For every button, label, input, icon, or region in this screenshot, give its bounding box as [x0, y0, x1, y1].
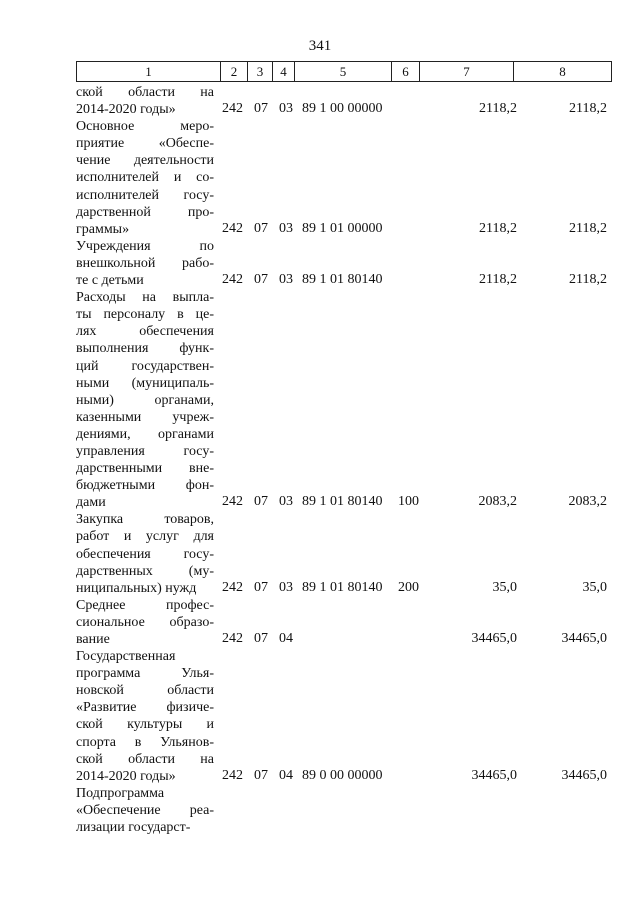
- description-line: 2014-2020 годы»: [76, 102, 176, 118]
- amount-cell: 2118,2: [569, 101, 607, 117]
- code-cell: 242: [222, 494, 243, 510]
- description-line: внешкольной рабо-: [76, 255, 214, 271]
- row-description: [76, 289, 214, 511]
- column-header: 4: [273, 62, 295, 82]
- description-line: ты персоналу в це-: [76, 307, 214, 323]
- amount-cell: 2118,2: [479, 101, 517, 117]
- amount-cell: 34465,0: [471, 631, 517, 647]
- target-article-cell: 89 1 00 00000: [302, 101, 383, 117]
- subsection-cell: 03: [279, 579, 293, 595]
- section-cell: 07: [254, 220, 268, 236]
- description-line: ской области на: [76, 751, 214, 767]
- description-line: приятие «Обеспе-: [76, 136, 214, 152]
- code-cell: 242: [222, 101, 243, 117]
- description-line: лях обеспечения: [76, 324, 214, 340]
- description-line: бюджетными фон-: [76, 478, 214, 494]
- section-cell: 07: [254, 767, 268, 783]
- table-row: [76, 238, 636, 289]
- amount-cell: 2118,2: [569, 220, 607, 236]
- section-cell: 07: [254, 101, 268, 117]
- row-description: [76, 648, 214, 785]
- code-cell: 242: [222, 767, 243, 783]
- target-article-cell: 89 1 01 80140: [302, 494, 383, 510]
- row-values: [76, 493, 636, 511]
- description-line: ской культуры и: [76, 717, 214, 733]
- target-article-cell: 89 1 01 80140: [302, 272, 383, 288]
- description-line: Среднее профес-: [76, 597, 214, 613]
- description-line: сиональное образо-: [76, 614, 214, 630]
- column-header: 3: [248, 62, 273, 82]
- code-cell: 242: [222, 272, 243, 288]
- amount-cell: 34465,0: [561, 767, 607, 783]
- amount-cell: 2118,2: [479, 272, 517, 288]
- column-header: 6: [392, 62, 420, 82]
- row-values: [76, 271, 636, 289]
- amount-cell: 2118,2: [569, 272, 607, 288]
- column-header: 7: [420, 62, 514, 82]
- description-line: выполнения функ-: [76, 341, 214, 357]
- description-line: граммы»: [76, 221, 130, 237]
- row-values: [76, 579, 636, 597]
- description-line: вание: [76, 632, 110, 647]
- description-line: «Обеспечение реа-: [76, 802, 214, 818]
- column-header: 8: [514, 62, 612, 82]
- description-line: те с детьми: [76, 273, 144, 289]
- description-line: дарственной про-: [76, 204, 214, 220]
- subsection-cell: 03: [279, 494, 293, 510]
- amount-cell: 2083,2: [568, 494, 607, 510]
- description-line: ными) органами,: [76, 392, 214, 408]
- table-row: [76, 511, 636, 596]
- target-article-cell: 89 1 01 00000: [302, 220, 383, 236]
- description-line: дарственных (му-: [76, 563, 214, 579]
- column-header-table: [76, 61, 612, 82]
- amount-cell: 34465,0: [471, 767, 517, 783]
- description-line: Расходы на выпла-: [76, 290, 214, 306]
- description-line: чение деятельности: [76, 153, 214, 169]
- description-line: казенными учреж-: [76, 409, 214, 425]
- subsection-cell: 04: [279, 631, 293, 647]
- table-row: [76, 289, 636, 511]
- section-cell: 07: [254, 272, 268, 288]
- budget-table-body: [76, 84, 636, 836]
- description-line: обеспечения госу-: [76, 546, 214, 562]
- description-line: программа Улья-: [76, 666, 214, 682]
- description-line: управления госу-: [76, 443, 214, 459]
- row-values: [76, 100, 636, 118]
- column-header: 5: [295, 62, 392, 82]
- subsection-cell: 03: [279, 272, 293, 288]
- amount-cell: 34465,0: [561, 631, 607, 647]
- description-line: дарственными вне-: [76, 461, 214, 477]
- description-line: Подпрограмма: [76, 785, 165, 801]
- expense-type-cell: 100: [398, 494, 419, 510]
- table-row: [76, 648, 636, 785]
- table-row: [76, 84, 636, 118]
- amount-cell: 2118,2: [479, 220, 517, 236]
- code-cell: 242: [222, 220, 243, 236]
- target-article-cell: 89 1 01 80140: [302, 579, 383, 595]
- description-line: ской области на: [76, 85, 214, 100]
- row-values: [76, 220, 636, 238]
- description-line: работ и услуг для: [76, 529, 214, 545]
- row-values: [76, 630, 636, 648]
- page-number: 341: [308, 38, 332, 54]
- description-line: 2014-2020 годы»: [76, 768, 176, 784]
- description-line: лизации государст-: [76, 820, 191, 836]
- column-header: 2: [221, 62, 248, 82]
- table-row: [76, 118, 636, 238]
- description-line: Закупка товаров,: [76, 512, 214, 528]
- amount-cell: 35,0: [582, 579, 607, 595]
- subsection-cell: 03: [279, 220, 293, 236]
- target-article-cell: 89 0 00 00000: [302, 767, 383, 783]
- amount-cell: 2083,2: [478, 494, 517, 510]
- code-cell: 242: [222, 579, 243, 595]
- table-row: [76, 597, 636, 648]
- section-cell: 07: [254, 579, 268, 595]
- description-line: Учреждения по: [76, 238, 214, 254]
- subsection-cell: 04: [279, 767, 293, 783]
- table-row: [76, 785, 636, 836]
- description-line: исполнителей госу-: [76, 187, 214, 203]
- row-values: [76, 767, 636, 785]
- description-line: ниципальных) нужд: [76, 580, 197, 596]
- description-line: ными (муниципаль-: [76, 375, 214, 391]
- column-header: 1: [77, 62, 221, 82]
- amount-cell: 35,0: [492, 579, 517, 595]
- description-line: дениями, органами: [76, 426, 214, 442]
- description-line: ций государствен-: [76, 358, 214, 374]
- description-line: новской области: [76, 683, 214, 699]
- description-line: спорта в Ульянов-: [76, 734, 214, 750]
- description-line: Государственная: [76, 649, 176, 665]
- section-cell: 07: [254, 631, 268, 647]
- description-line: Основное меро-: [76, 119, 214, 135]
- description-line: исполнителей и со-: [76, 170, 214, 186]
- subsection-cell: 03: [279, 101, 293, 117]
- row-values: [76, 818, 636, 836]
- description-line: «Развитие физиче-: [76, 700, 214, 716]
- expense-type-cell: 200: [398, 579, 419, 595]
- code-cell: 242: [222, 631, 243, 647]
- description-line: дами: [76, 495, 106, 511]
- section-cell: 07: [254, 494, 268, 510]
